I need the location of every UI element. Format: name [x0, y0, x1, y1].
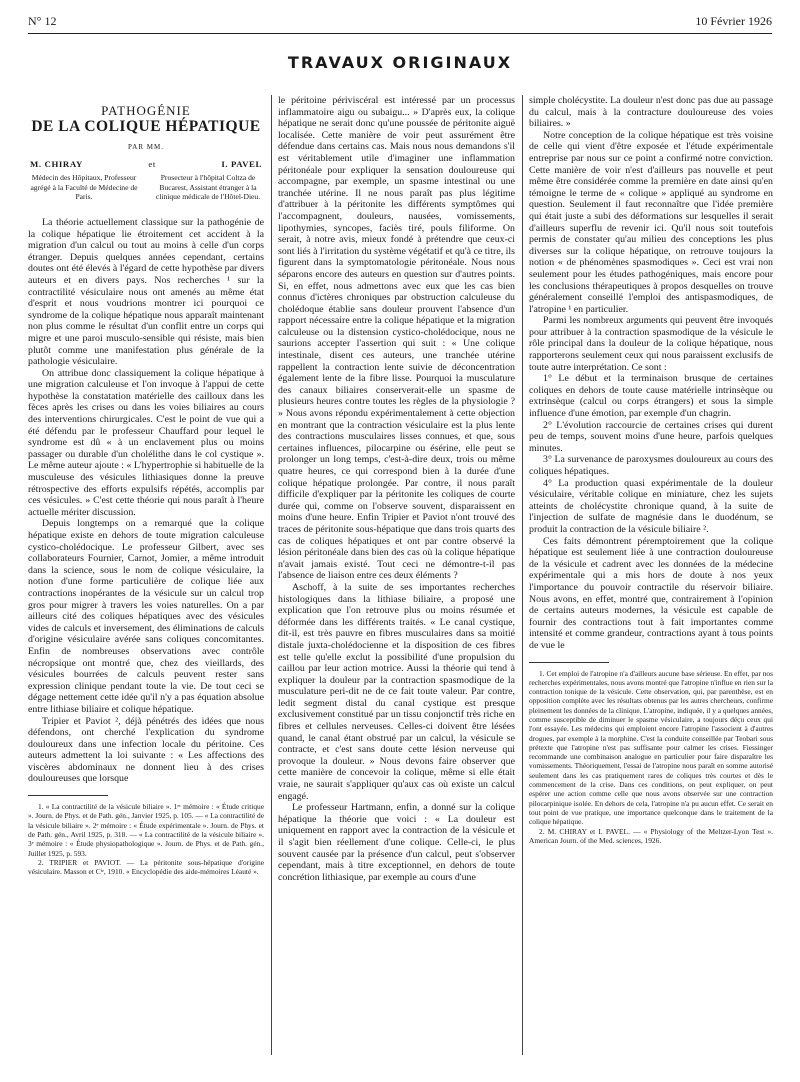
paragraph: On attribue donc classiquement la colique hépatique à une migration calculeuse et l'on invoque à l'appui de cette hypothèse la constatation matérielle des cailloux dans les fèces après les crises ou dans les voies biliaires au cours des interventions chirurgicales. C'est le point de vue qui a été défendu par le professeur Chauffard pour lequel le syndrome est dû « à un enclavement plus ou moins passager ou durable d'un cholélithe dans le col cystique ». Le même auteur ajoute : « L'hypertrophie si habituelle de la musculeuse des vésicules lithiasiques donne la preuve rétrospective des efforts expulsifs répétés, accomplis par ces vésicules. » C'est cette théorie qui nous paraît à l'heure actuelle mériter discussion.: [28, 367, 264, 518]
issue-date: 10 Février 1926: [695, 14, 772, 28]
authors: [28, 159, 264, 171]
footnote: 1. « La contractilité de la vésicule biliaire ». 1ᵉʳ mémoire : « Étude critique ». Journ. de Phys. et de Path. gén., Janvier 1925, p. 105. — « La contractilité de la vésicule biliaire ». 2ᵉ mémoire : « Étude expérimentale ». Journ. de Phys. et de Path. gén., Avril 1925, p. 318. — « La contractilité de la vésicule biliaire ». 3ᵉ mémoire : « Étude physiopathologique ». Journ. de Phys. et de Path. gén., Juillet 1925, p. 593.: [28, 802, 264, 858]
affiliation-1: Médecin des Hôpitaux, Professeur agrégé à la Faculté de Médecine de Paris.: [30, 173, 138, 201]
footnote: 2. TRIPIER et PAVIOT. — La péritonite sous-hépatique d'origine vésiculaire. Masson et Cⁱᵉ, 1910. « Encyclopédie des aide-mémoires Léauté ».: [28, 857, 264, 877]
section-title: TRAVAUX ORIGINAUX: [287, 53, 513, 72]
affiliation-2: Prosecteur à l'hôpital Coltza de Bucarest, Assistant étranger à la clinique médicale de l'Hôtel-Dieu.: [155, 173, 261, 201]
paragraph: simple cholécystite. La douleur n'est donc pas due au passage du calcul, mais à la contracture douloureuse des voies biliaires. »: [529, 95, 773, 130]
list-item: 4° La production quasi expérimentale de la douleur vésiculaire, véritable colique en miniature, chez les sujets atteints de cholécystite chronique quand, à la suite de l'injection de sulfate de magnésie dans le duodénum, se produit la contraction de la vésicule biliaire ².: [529, 477, 773, 535]
paragraph: Notre conception de la colique hépatique est très voisine de celle qui vient d'être exposée et l'étude expérimentale entreprise par nous sur ce point a confirmé notre conviction. Cette manière de voir n'est d'ailleurs pas nouvelle et peut même être considérée comme la première en date ainsi qu'en témoigne le terme de « colique » appliqué au syndrome en question. Seulement il faut reconnaître que l'idée première qui était juste a subi des déformations sur lesquelles il serait d'ailleurs superflu de revenir ici. Qu'il nous soit toutefois permis de constater qu'au milieu des conceptions les plus diverses sur la colique hépatique, on retrouve toujours la notion « de phénomènes spasmodiques ». Ceci est vrai non seulement pour les études pathogéniques, mais encore pour les conclusions thérapeutiques à propos desquelles on trouve généralement conseillé l'emploi des antispasmodiques, de l'atropine ¹ en particulier.: [529, 129, 773, 315]
list-item: 1° Le début et la terminaison brusque de certaines coliques en dehors de toute cause matérielle intrinsèque ou extrinsèque (calcul ou corps étrangers) et sous la simple influence d'une émotion, par exemple d'un chagrin.: [529, 373, 773, 420]
header-rule: [28, 33, 772, 34]
running-header: [28, 14, 772, 30]
article-title-line2: DE LA COLIQUE HÉPATIQUE: [31, 117, 261, 135]
column-1: [28, 95, 264, 1055]
footnote-rule: [529, 662, 609, 663]
paragraph: Le professeur Hartmann, enfin, a donné sur la colique hépatique la théorie que voici : « La douleur est uniquement en rapport avec la contraction de la vésicule et il s'agit bien réellement d'une colique. Celle-ci, le plus souvent causée par la présence d'un calcul, peut s'observer cependant, mais à titre exceptionnel, en dehors de toute concrétion lithiasique, par exemple au cours d'une: [278, 802, 515, 883]
footnotes: [28, 802, 264, 876]
author-1: M. CHIRAY: [30, 158, 83, 169]
paragraph: Aschoff, à la suite de ses importantes recherches histologiques dans la lithiase biliaire, a proposé une explication que l'on retrouve plus ou moins résumée et déformée dans les différents traités. « Le canal cystique, dit-il, est très pauvre en fibres musculaires dans sa moitié distale juxta-cholédocienne et la disposition de ces fibres est telle qu'elle exclut la possibilité d'une propulsion du caillou par leur action motrice. Aussi la théorie qui tend à expliquer la douleur par la contraction spasmodique de la musculature peri-dit ne de ce fait toute valeur. Par contre, ledit segment distal du canal cystique est presque exclusivement constitué par un tissu conjonctif très riche en fibres et cellules nerveuses. Celles-ci doivent être lésées quand, le canal étant obstrué par un calcul, la vésicule se contracte, et c'est sans doute cette lésion nerveuse qui provoque la douleur. » Nous devons faire observer que cette manière de concevoir la colique, même si elle était vraie, ne saurait s'appliquer qu'aux cas où existe un calcul engagé.: [278, 581, 515, 802]
article-title-line1: PATHOGÉNIE: [101, 103, 191, 118]
column-divider: [271, 95, 272, 1055]
issue-number: N° 12: [28, 14, 57, 28]
paragraph: La théorie actuellement classique sur la pathogénie de la colique hépatique lie étroitement cet accident à la migration d'un calcul ou tout au moins à celle d'un corps étranger. Depuis quelques années cependant, certains doutes ont été élevés à l'égard de cette hypothèse par divers auteurs et en divers pays. Nos recherches ¹ sur la contractilité vésiculaire nous ont amenés au même état d'esprit et nous voudrions montrer ici pourquoi ce syndrome de la colique hépatique nous apparaît maintenant non plus comme le résultat d'un conflit entre un corps qui migre et une paroi musculo-sensible qui résiste, mais bien plutôt comme une manifestation plus générale de la pathologie vésiculaire.: [28, 216, 264, 368]
column-3: [529, 95, 773, 1055]
author-conjunction: et: [148, 158, 156, 169]
author-2: I. PAVEL: [221, 158, 262, 169]
footnote: 2. M. CHIRAY et I. PAVEL. — « Physiology of the Meltzer-Lyon Test ». American Journ. of the Med. sciences, 1926.: [529, 826, 773, 845]
paragraph: le péritoine périviscéral est intéressé par un processus inflammatoire aigu ou subaigu... » D'après eux, la colique hépatique ne serait donc qu'une poussée de péritonite aiguë localisée. Cette manière de voir peut assurément être défendue dans certains cas. Mais nous nous demandons s'il est véritablement utile d'imaginer une inflammation péritonéale pour expliquer la sensation douloureuse qui accompagne, par exemple, un spasme intestinal ou une tranchée utérine. Il ne nous paraît pas plus légitime d'attribuer à la péritonite les différents symptômes qui l'accompagnent, douleurs, nausées, vomissements, lipothymies, syncopes, faciès tiré, pouls filiforme. On serait, à notre avis, mieux fondé à prétendre que ceux-ci sont liés à l'irritation du système végétatif et qu'à ce titre, ils figurent dans la symptomatologie péritonéale. Nous nous séparons encore des auteurs en question sur d'autres points. Si, en effet, nous admettons avec eux que les cas bien connus d'ictères chroniques par obstruction calculeuse du cholédoque établie sans douleur prouvent l'absence d'un rapport nécessaire entre la colique hépatique et la migration calculeuse ou la distension cystico-cholédocique, nous ne saurions accepter l'assertion qui suit : « Une colique intestinale, disent ces auteurs, une tranchée utérine rappellent la contraction lente suivie de déconcentration également lente de la fibre lisse. Pourquoi la musculature des canaux biliaires conserverait-elle un spasme de plusieurs heures contre toutes les règles de la physiologie ? » Nous avons répondu expérimentalement à cette objection en montrant que la contraction vésiculaire est la plus lente des contractions musculaires lisses connues, et que, sous certaines influences, pilocarpine ou ésérine, elle peut se prolonger un long temps, c'est-à-dire deux, trois ou même quatre heures, ce qui correspond bien à la durée d'une colique hépatique prolongée. Par contre, il nous paraît difficile d'expliquer par la péritonite les coliques de courte durée qui, comme on l'observe souvent, disparaissent en moins d'une heure. Enfin Tripier et Paviot n'ont trouvé des traces de péritonite sous-hépatique que dans trois quarts des cas de coliques hépatiques et ont par contre observé la lésion péritonéale dans bien des cas où la colique hépatique n'avait jamais existé. Tout ceci ne démontre-t-il pas l'absence de liaison entre ces deux éléments ?: [278, 95, 515, 582]
affiliations: [28, 173, 264, 201]
list-item: 3° La survenance de paroxysmes douloureux au cours des coliques hépatiques.: [529, 454, 773, 477]
footnote-rule: [28, 795, 108, 796]
paragraph: Parmi les nombreux arguments qui peuvent être invoqués pour attribuer à la contraction spasmodique de la vésicule le rôle principal dans la douleur de la colique hépatique, nous rapporterons seulement ceux qui nous paraissent exclusifs de toute autre interprétation. Ce sont :: [529, 315, 773, 373]
paragraph: Tripier et Paviot ², déjà pénétrés des idées que nous défendons, ont cherché l'explication du syndrome douloureux dans une infection locale du péritoine. Ces auteurs admettent la loi suivante : « Les affections des viscères abdominaux ne donnent lieu à des crises douloureuses que lorsque: [28, 715, 264, 785]
list-item: 2° L'évolution raccourcie de certaines crises qui durent peu de temps, souvent moins d'une heure, parfois quelques minutes.: [529, 419, 773, 454]
footnotes: [529, 669, 773, 846]
paragraph: Depuis longtemps on a remarqué que la colique hépatique existe en dehors de toute migration calculeuse cystico-cholédocique. Le professeur Gilbert, avec ses collaborateurs Fournier, Carnot, Jomier, a même introduit dans la science, sous le nom de colique vésiculaire, la notion d'une forme particulière de colique liée aux contractions inopérantes de la vésicule sur un calcul trop gros pour migrer à travers les voies naturelles. On a par ailleurs cité des coliques hépatiques avec des vésicules vides de calculs et inversement, des éliminations de calculs d'origine vésiculaire avérée sans coliques concomitantes. Enfin de nombreuses observations avec contrôle nécropsique ont montré que, chez des vieillards, des vésicules bourrées de calculs peuvent rester sans expression clinique pendant toute la vie. De tout ceci se dégage nettement cette idée qu'il n'y a pas équation absolue entre lithiase biliaire et colique hépatique.: [28, 518, 264, 715]
column-divider: [522, 95, 523, 1055]
paragraph: Ces faits démontrent péremptoirement que la colique hépatique est seulement liée à une contraction douloureuse de la vésicule et cadrent avec les données de la médecine expérimentale qui a mis hors de doute à nos yeux l'importance du pouvoir contractile du réservoir biliaire. Nous avons, en effet, montré que, contrairement à l'opinion de certains auteurs modernes, la vésicule est capable de fournir des contractions tout à fait importantes comme intensité et comme grandeur, contractions ayant à tous points de vue le: [529, 535, 773, 651]
column-2: [278, 95, 515, 1055]
footnote: 1. Cet emploi de l'atropine n'a d'ailleurs aucune base sérieuse. En effet, par nos recherches expérimentales, nous avons montré que l'atropine n'influe en rien sur la contraction tonique de la vésicule. Cette observation, qui, par parenthèse, est en opposition complète avec les résultats obtenus par les autres chercheurs, confirme pleinement les données de la clinique. L'atropine, indiquée, il y a quelques années, comme susceptible de diminuer le spasme vésiculaire, a toujours déçu ceux qui l'ont essayée. Les médecins qui emploient encore l'atropine l'associent à d'autres drogues, par exemple à la morphine. C'est la conduite conseillée par Teobari sous prétexte que l'atropine n'est pas suffisante pour calmer les crises. Fiessinger recommande une combinaison analogue en particulier pour faire disparaître les vomissements. Théoriquement, l'essai de l'atropine nous paraît en somme autorisé seulement dans les cas pratiquement rares de coliques très courtes et dès le commencement de la crise. Dans ces conditions, on peut expliquer, on peut espérer une action comme celle que nous avons observée sur une contraction pilocarpinique isolée. En dehors de cela, l'atropine n'a pu aucun effet. Ce serait en tout point de vue pratique, une importance quelconque dans le traitement de la colique hépatique.: [529, 668, 773, 827]
byline-par: PAR MM.: [128, 143, 164, 152]
